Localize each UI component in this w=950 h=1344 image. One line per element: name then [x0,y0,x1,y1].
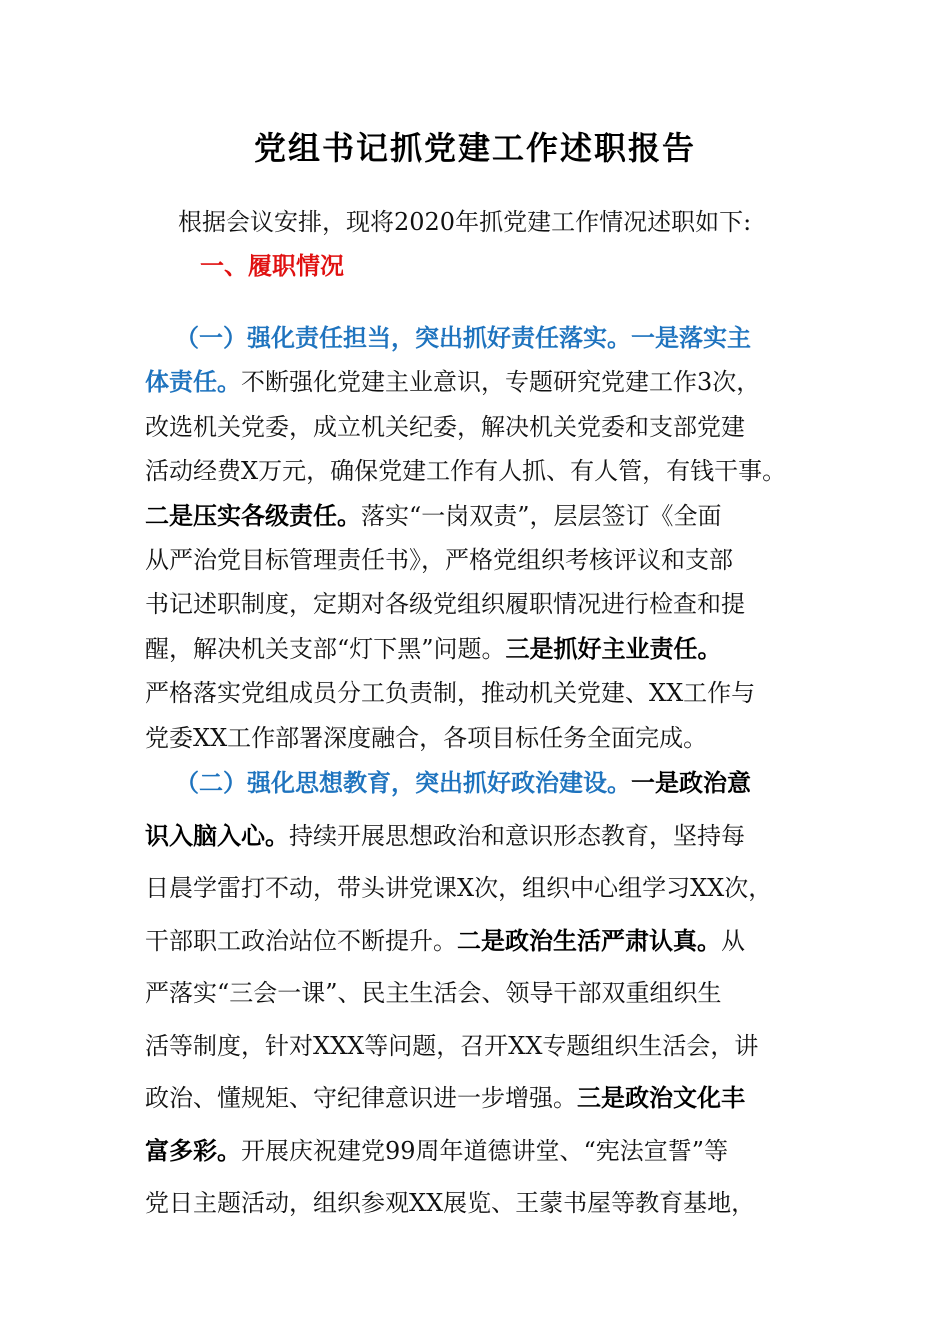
text-line [145,1125,810,1178]
subheading-responsibility: （一）强化责任担当，突出抓好责任落实。一是落实主 [175,324,751,352]
body-text: 从 [721,926,745,955]
point-heading: 三是政治文化丰 [577,1084,745,1112]
text-line: 党日主题活动，组织参观XX展览、王蒙书屋等教育基地， [145,1189,756,1217]
subheading-responsibility-cont: 体责任。 [145,368,241,397]
body-text: 干部职工政治站位不断提升。 [145,926,457,955]
point-heading: 一是政治意 [631,769,751,797]
point-heading: 三是抓好主业责任。 [505,634,722,663]
point-heading: 识入脑入心。 [145,821,289,850]
subheading-political: （二）强化思想教育，突出抓好政治建设。 [175,769,631,797]
point-heading: 二是政治生活严肃认真。 [457,926,721,955]
text-line: 活动经费X万元，确保党建工作有人抓、有人管，有钱干事。 [145,457,787,486]
text-line [145,810,810,863]
document-title: 党组书记抓党建工作述职报告 [253,129,696,167]
paragraph-political-building [145,757,810,1230]
intro-paragraph: 根据会议安排，现将2020年抓党建工作情况述职如下: [178,208,752,236]
text-line: 从严治党目标管理责任书》，严格党组织考核评议和支部 [145,546,733,575]
text-line: 书记述职制度，定期对各级党组织履职情况进行检查和提 [145,590,745,619]
point-heading: 二是压实各级责任。 [145,501,361,530]
text-line [145,1072,810,1125]
paragraph-responsibility [145,316,810,760]
text-line [145,757,810,810]
text-line: 日晨学雷打不动，带头讲党课X次，组织中心组学习XX次， [145,874,773,902]
body-text: 持续开展思想政治和意识形态教育，坚持每 [289,821,745,850]
text-line [145,494,810,538]
body-text: 开展庆祝建党99周年道德讲堂、“宪法宣誓”等 [241,1136,729,1165]
body-text: 不断强化党建主业意识，专题研究党建工作3次， [241,368,761,397]
text-line: 严格落实党组成员分工负责制，推动机关党建、XX工作与 [145,679,756,708]
text-line: 改选机关党委，成立机关纪委，解决机关党委和支部党建 [145,412,745,441]
text-line: 党委XX工作部署深度融合，各项目标任务全面完成。 [145,723,708,752]
text-line: 严落实“三会一课”、民主生活会、领导干部双重组织生 [145,979,722,1007]
text-line [145,316,810,360]
text-line [145,915,810,968]
body-text: 落实“一岗双责”，层层签订《全面 [361,501,722,530]
body-text: 政治、懂规矩、守纪律意识进一步增强。 [145,1084,577,1112]
body-text: 醒，解决机关支部“灯下黑”问题。 [145,634,506,663]
section-heading-performance: 一、履职情况 [200,252,344,280]
text-line [145,627,810,671]
text-line [145,360,810,404]
text-line: 活等制度，针对XXX等问题，召开XX专题组织生活会，讲 [145,1031,759,1060]
point-heading: 富多彩。 [145,1136,241,1165]
